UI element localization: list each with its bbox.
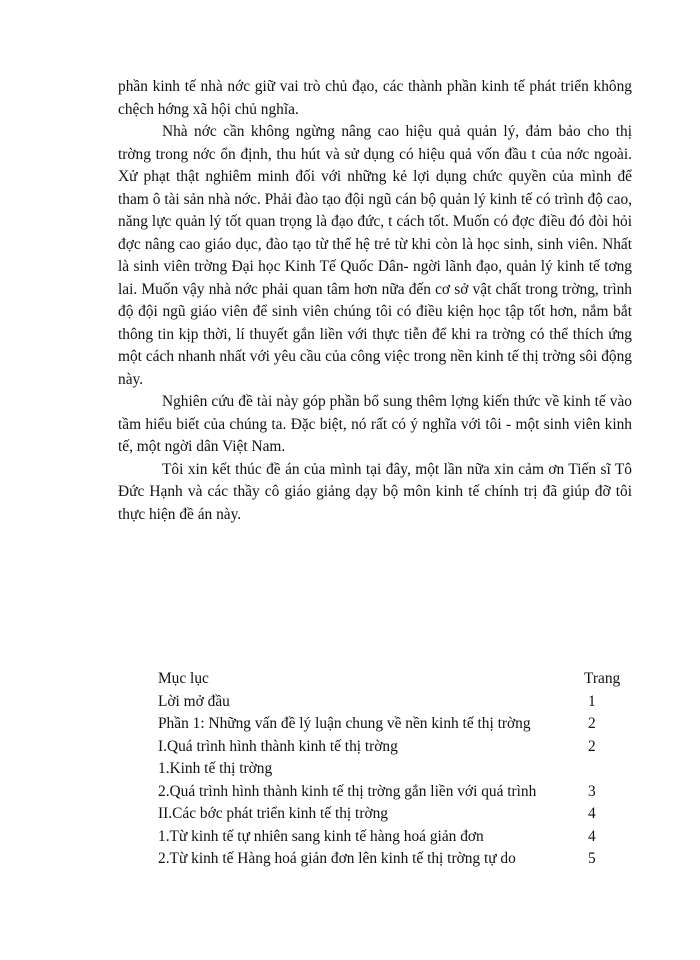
toc-entry-title: 1.Từ kinh tế tự nhiên sang kinh tế hàng hoá giản đơn: [158, 827, 484, 845]
toc-entry: [158, 848, 624, 871]
toc-entry: [158, 691, 624, 714]
paragraph: Nghiên cứu đề tài này góp phần bổ sung thêm lợng kiến thức về kinh tế vào tầm hiểu biết của chúng ta. Đặc biệt, nó rất có ý nghĩa với tôi - một sinh viên kinh tế, một ngời dân Việt Nam.: [118, 393, 632, 455]
toc-entry-page: [588, 758, 624, 781]
toc-entry-page: 1: [588, 692, 596, 710]
toc-entry-title: 2.Quá trình hình thành kinh tế thị trờng gắn liền với quá trình: [158, 782, 537, 800]
toc-entry-title: Lời mở đầu: [158, 692, 230, 710]
toc-entry: [158, 736, 624, 759]
toc-entry: [158, 826, 624, 849]
toc-entry-page: 4: [588, 805, 596, 822]
toc-entry: [158, 713, 624, 736]
toc-heading: Mục lục: [158, 670, 209, 687]
toc-entry-page: 5: [588, 850, 596, 867]
toc-entry-title: 2.Từ kinh tế Hàng hoá giản đơn lên kinh tế thị trờng tự do: [158, 850, 516, 867]
toc-entry-title: 1.Kinh tế thị trờng: [158, 760, 273, 777]
body-text: [118, 76, 632, 526]
toc-entry: [158, 758, 624, 781]
toc-header: [158, 668, 624, 691]
toc-entry-page: 4: [588, 827, 596, 845]
paragraph: phần kinh tế nhà nớc giữ vai trò chủ đạo, các thành phần kinh tế phát triển không chệch hớng xã hội chủ nghĩa.: [118, 78, 632, 118]
toc-entry-title: I.Quá trình hình thành kinh tế thị trờng: [158, 737, 398, 755]
paragraph: Nhà nớc cần không ngừng nâng cao hiệu quả quản lý, đảm bảo cho thị trờng trong nớc ổn định, thu hút và sử dụng có hiệu quả vốn đầu t của nớc ngoài. Xử phạt thật nghiêm minh đối với những kẻ lợi dụng chức quyền của mình để tham ô tài sản nhà nớc. Phải đào tạo đội ngũ cán bộ quản lý kinh tế có trình độ cao, năng lực quản lý tốt quan trọng là đạo đức, t cách tốt. Muốn có đợc điều đó đòi hỏi đợc nâng cao giáo dục, đào tạo từ thế hệ trẻ từ khi còn là học sinh, sinh viên. Nhất là sinh viên trờng Đại học Kinh Tế Quốc Dân- ngời lãnh đạo, quản lý kinh tế tơng lai. Muốn vậy nhà nớc phải quan tâm hơn nữa đến cơ sở vật chất trong trờng, trình độ đội ngũ giáo viên để sinh viên chúng tôi có điều kiện học tập tốt hơn, nắm bắt thông tin kịp thời, lí thuyết gắn liền với thực tiễn để khi ra trờng có thể thích ứng một cách nhanh nhất với yêu cầu của công việc trong nền kinh tế thị trờng sôi động này.: [118, 123, 632, 388]
table-of-contents: [158, 668, 624, 871]
toc-entry-page: 2: [588, 715, 596, 732]
toc-page-heading: Trang: [584, 670, 621, 687]
toc-entry: [158, 803, 624, 826]
paragraph: Tôi xin kết thúc đề án của mình tại đây, một lần nữa xin cảm ơn Tiến sĩ Tô Đức Hạnh và các thầy cô giáo giảng dạy bộ môn kinh tế chính trị đã giúp đỡ tôi thực hiện đề án này.: [118, 460, 632, 523]
toc-entry-page: 2: [588, 737, 596, 755]
toc-entry-title: II.Các bớc phát triển kinh tế thị trờng: [158, 805, 388, 822]
toc-entry: [158, 781, 624, 804]
toc-entry-title: Phần 1: Những vấn đề lý luận chung về nền kinh tế thị trờng: [158, 715, 531, 732]
toc-entry-page: 3: [588, 782, 596, 800]
